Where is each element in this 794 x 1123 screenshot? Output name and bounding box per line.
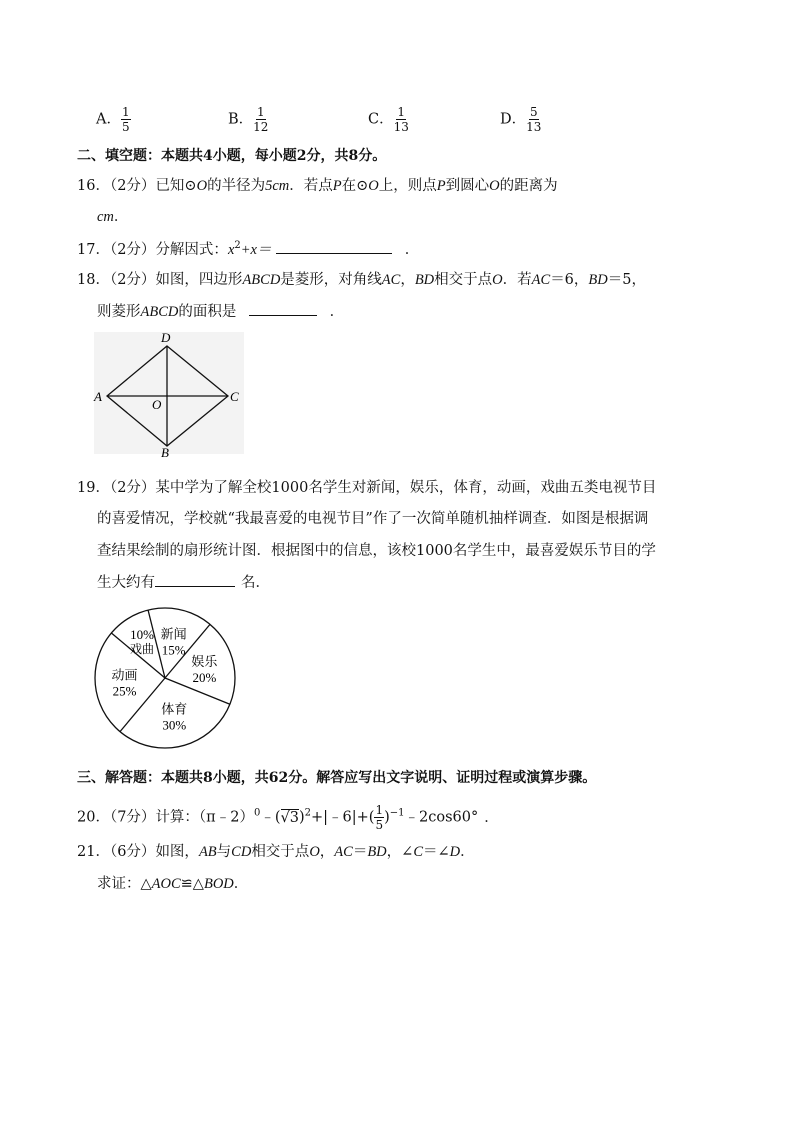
question-18: 18．（2分）如图，四边形ABCD是菱形，对角线AC，BD相交于点O．若AC＝6，BD＝5， [77,272,646,288]
vertex-label-d: D [161,330,171,345]
pie-slice-category: 体育 [161,701,188,717]
pie-slice-category: 娱乐 [191,654,218,670]
answer-blank-19[interactable] [155,572,235,587]
pie-slice-percent: 10% [130,627,154,643]
question-21: 21．（6分）如图，AB与CD相交于点O，AC＝BD，∠C＝∠D． [77,844,475,860]
question-19-line4: 生大约有 名． [97,571,270,592]
section3-heading: 三、解答题：本题共8小题，共62分。解答应写出文字说明、证明过程或演算步骤。 [77,770,597,786]
option-a: A． $\frac{1}{5}$ [96,105,130,134]
q15-options [96,98,616,134]
answer-blank-17[interactable] [276,239,392,254]
pie-slice-category: 动画 [111,667,138,683]
option-c: C． $\frac{1}{13}$ [368,105,409,134]
question-20: 20．（7分）计算：$(\pi﹣2)^0﹣(√3)^2+|﹣6|+$( $\frac{1}{5}$ )$^{-1}$﹣2cos60° ． [77,803,499,832]
section2-heading: 二、填空题：本题共4小题，每小题2分，共8分。 [77,148,387,164]
question-16: 16．（2分）已知⊙O的半径为5cm．若点P在⊙O上，则点P到圆心O的距离为 [77,178,558,194]
vertex-label-b: B [161,445,169,458]
vertex-label-a: A [94,389,102,404]
pie-slice-category: 新闻 [160,626,187,642]
vertex-label-c: C [230,389,239,404]
answer-blank-18[interactable] [249,301,317,316]
question-19-line1: 19．（2分）某中学为了解全校1000名学生对新闻，娱乐，体育，动画，戏曲五类电视节目 [77,480,657,496]
pie-slice-percent: 30% [162,717,187,733]
pie-slice-percent: 20% [192,670,217,686]
question-16-line2: cm． [97,209,129,225]
option-d: D． $\frac{5}{13}$ [500,105,542,134]
rhombus-figure [90,328,250,458]
question-17: 17．（2分）分解因式：$x^2+x=$ ． [77,240,420,258]
question-19-line2: 的喜爱情况，学校就“我最喜爱的电视节目”作了一次简单随机抽样调查．如图是根据调 [97,511,649,527]
pie-slice-percent: 15% [161,642,186,658]
question-21-proof: 求证：△AOC≌△BOD． [97,876,249,892]
option-b: B． $\frac{1}{12}$ [228,105,269,134]
pie-slice-percent: 25% [112,683,137,699]
pie-chart [90,600,250,750]
pie-slice-category: 戏曲 [129,642,155,657]
question-18-line2: 则菱形ABCD的面积是 ． [97,300,344,321]
question-19-line3: 查结果绘制的扇形统计图．根据图中的信息，该校1000名学生中，最喜爱娱乐节目的学 [97,543,656,559]
center-label-o: O [152,397,162,412]
